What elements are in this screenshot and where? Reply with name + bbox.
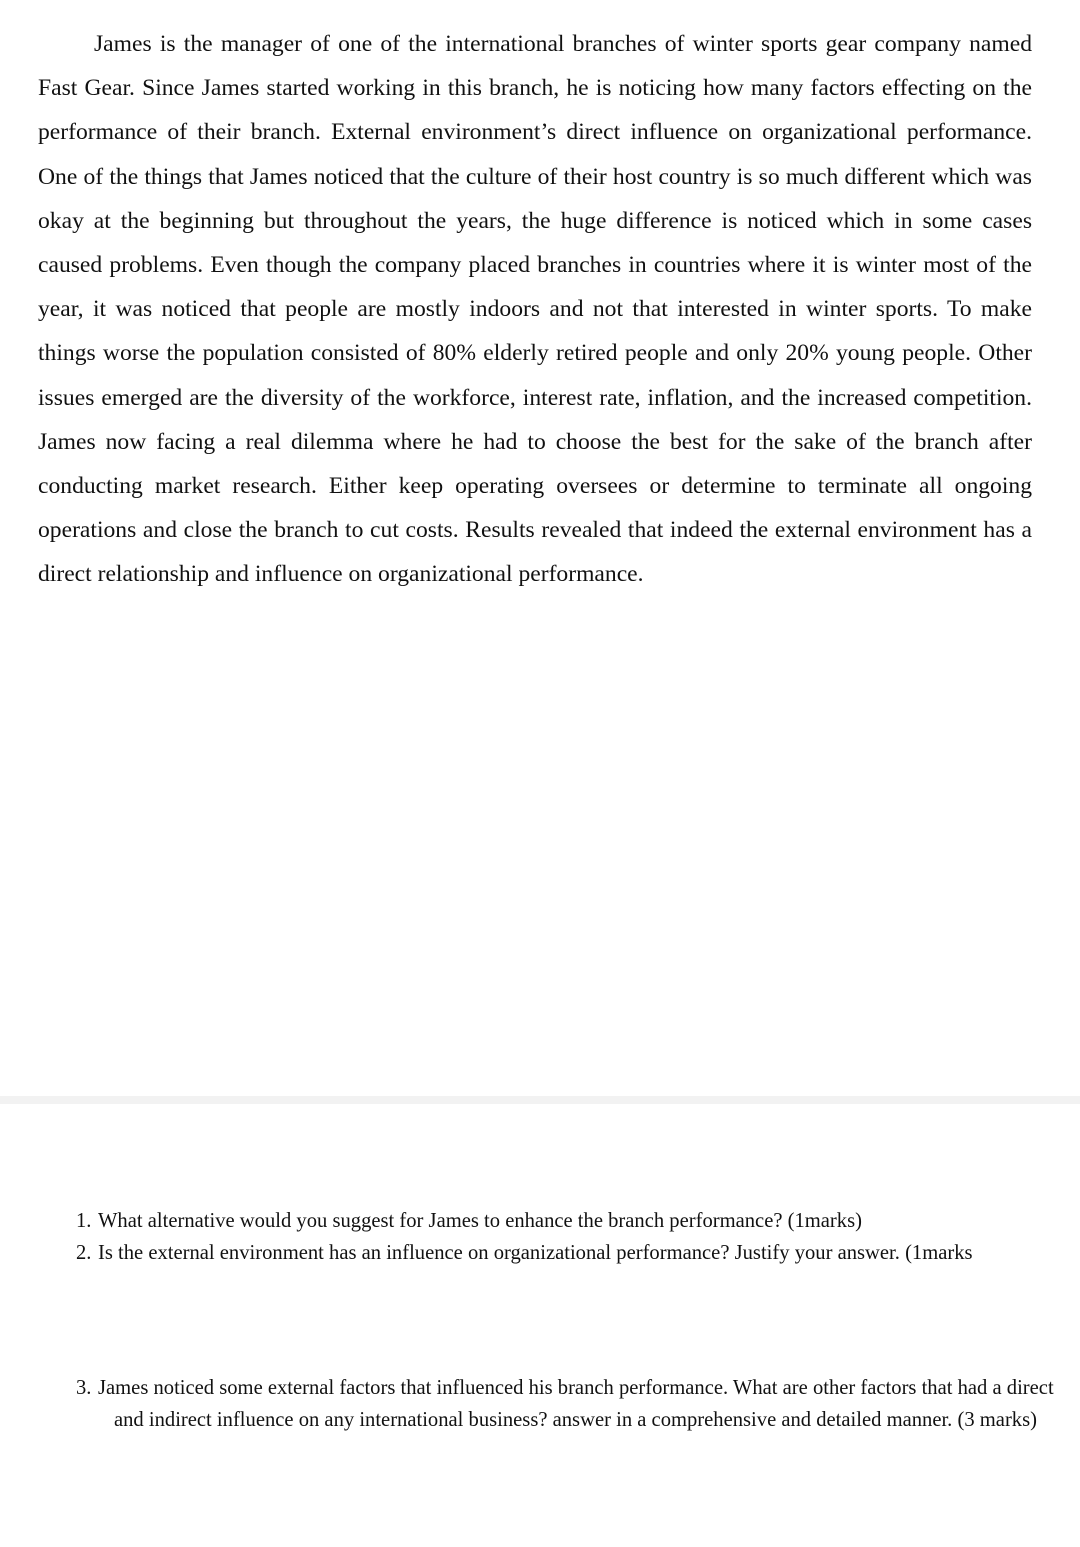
page-bottom bbox=[0, 1104, 1080, 1547]
page-separator bbox=[0, 1096, 1080, 1104]
question-1 bbox=[76, 1206, 1036, 1238]
question-1-number: 1. bbox=[76, 1210, 92, 1232]
question-2-number: 2. bbox=[76, 1242, 92, 1264]
question-2-text: Is the external environment has an influence on organizational performance? Justify your answer. (1marks bbox=[98, 1242, 973, 1264]
question-3-text: James noticed some external factors that influenced his branch performance. What are other factors that had a direct and indirect influence on any international business? answer in a comprehensive and detailed manner. (3 marks) bbox=[98, 1377, 1054, 1431]
case-study-paragraph: James is the manager of one of the international branches of winter sports gear company named Fast Gear. Since James started working in this branch, he is noticing how many factors effecting on the performance of their branch. External environment’s direct influence on organizational performance. One of the things that James noticed that the culture of their host country is so much different which was okay at the beginning but throughout the years, the huge difference is noticed which in some cases caused problems. Even though the company placed branches in countries where it is winter most of the year, it was noticed that people are mostly indoors and not that interested in winter sports. To make things worse the population consisted of 80% elderly retired people and only 20% young people. Other issues emerged are the diversity of the workforce, interest rate, inflation, and the increased competition. James now facing a real dilemma where he had to choose the best for the sake of the branch after conducting market research. Either keep operating oversees or determine to terminate all ongoing operations and close the branch to cut costs. Results revealed that indeed the external environment has a direct relationship and influence on organizational performance. bbox=[38, 31, 1032, 588]
question-1-text: What alternative would you suggest for James to enhance the branch performance? (1marks) bbox=[98, 1210, 862, 1232]
question-3 bbox=[76, 1373, 1068, 1436]
question-2 bbox=[76, 1238, 1050, 1270]
question-3-number: 3. bbox=[76, 1377, 92, 1399]
